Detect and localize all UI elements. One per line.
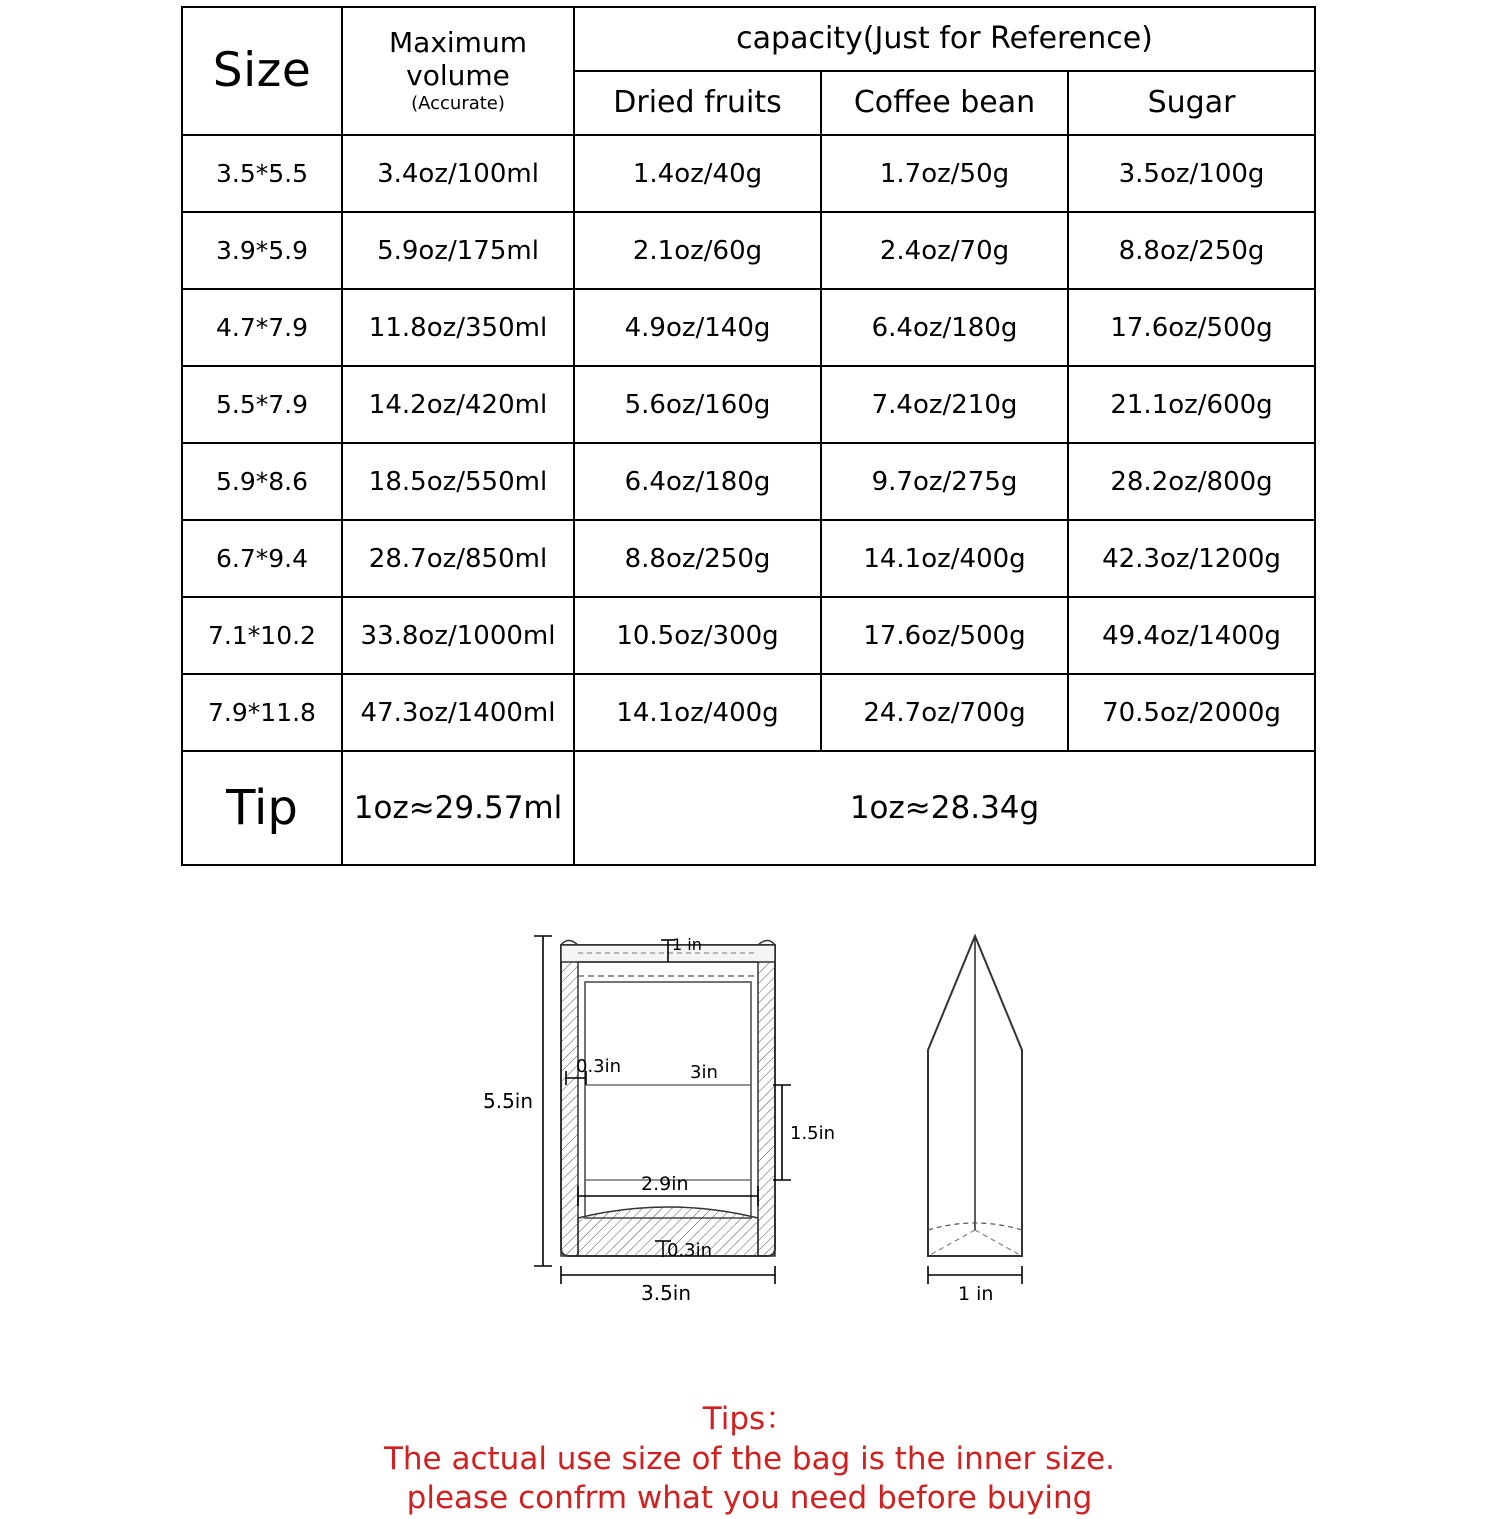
cell-size: 4.7*7.9: [182, 289, 342, 366]
cell-dried-fruits: 8.8oz/250g: [574, 520, 821, 597]
bag-dimension-diagrams: [0, 900, 1499, 1320]
cell-sugar: 42.3oz/1200g: [1068, 520, 1315, 597]
table-row: [182, 135, 1315, 212]
dim-label-left-height: 5.5in: [483, 1089, 534, 1113]
table-row: [182, 674, 1315, 751]
cell-sugar: 3.5oz/100g: [1068, 135, 1315, 212]
dim-label-bottom-gap: 0.3in: [667, 1240, 713, 1261]
table-row: [182, 366, 1315, 443]
cell-dried-fruits: 5.6oz/160g: [574, 366, 821, 443]
header-max-volume: [342, 7, 574, 135]
cell-size: 7.9*11.8: [182, 674, 342, 751]
header-max-volume-main: Maximum volume: [389, 26, 527, 93]
dim-label-total-width: 3.5in: [641, 1281, 692, 1305]
cell-sugar: 21.1oz/600g: [1068, 366, 1315, 443]
cell-size: 5.9*8.6: [182, 443, 342, 520]
tips-section: [0, 1400, 1499, 1519]
cell-coffee-bean: 17.6oz/500g: [821, 597, 1068, 674]
cell-volume: 5.9oz/175ml: [342, 212, 574, 289]
dim-label-side-bottom: 1 in: [958, 1283, 994, 1305]
tips-line-2: please confrm what you need before buying: [406, 1480, 1093, 1517]
size-capacity-table-container: [181, 6, 1314, 866]
header-capacity-group: capacity(Just for Reference): [574, 7, 1315, 71]
cell-volume: 28.7oz/850ml: [342, 520, 574, 597]
size-capacity-table: [181, 6, 1316, 866]
cell-size: 7.1*10.2: [182, 597, 342, 674]
tip-weight-note: 1oz≈28.34g: [574, 751, 1315, 865]
cell-dried-fruits: 2.1oz/60g: [574, 212, 821, 289]
cell-coffee-bean: 2.4oz/70g: [821, 212, 1068, 289]
dim-label-inner-width-bottom: 2.9in: [641, 1173, 689, 1195]
table-row: [182, 520, 1315, 597]
dim-bottom-gap: [655, 1240, 712, 1261]
dim-right-height: [773, 1085, 835, 1180]
dim-label-inner-width-top: 3in: [690, 1062, 718, 1083]
cell-volume: 3.4oz/100ml: [342, 135, 574, 212]
cell-size: 3.5*5.5: [182, 135, 342, 212]
header-dried-fruits: Dried fruits: [574, 71, 821, 135]
dim-label-inner-left: 0.3in: [576, 1056, 622, 1077]
front-view-diagram: [483, 935, 835, 1305]
cell-sugar: 8.8oz/250g: [1068, 212, 1315, 289]
dim-label-right-height: 1.5in: [790, 1123, 836, 1144]
tip-volume-note: 1oz≈29.57ml: [342, 751, 574, 865]
cell-coffee-bean: 6.4oz/180g: [821, 289, 1068, 366]
cell-sugar: 49.4oz/1400g: [1068, 597, 1315, 674]
cell-volume: 33.8oz/1000ml: [342, 597, 574, 674]
cell-coffee-bean: 7.4oz/210g: [821, 366, 1068, 443]
diagram-svg: [0, 900, 1499, 1320]
side-view-diagram: [928, 936, 1022, 1305]
cell-coffee-bean: 24.7oz/700g: [821, 674, 1068, 751]
cell-volume: 14.2oz/420ml: [342, 366, 574, 443]
dim-left-height: [483, 936, 552, 1266]
table-tip-row: [182, 751, 1315, 865]
cell-dried-fruits: 4.9oz/140g: [574, 289, 821, 366]
cell-sugar: 70.5oz/2000g: [1068, 674, 1315, 751]
table-row: [182, 289, 1315, 366]
tips-line-1: The actual use size of the bag is the inner size.: [383, 1440, 1116, 1477]
cell-dried-fruits: 14.1oz/400g: [574, 674, 821, 751]
dim-label-top: 1 in: [672, 935, 702, 954]
cell-sugar: 28.2oz/800g: [1068, 443, 1315, 520]
cell-coffee-bean: 14.1oz/400g: [821, 520, 1068, 597]
tip-label: Tip: [182, 751, 342, 865]
table-row: [182, 597, 1315, 674]
header-max-volume-sub: (Accurate): [411, 93, 505, 115]
cell-volume: 11.8oz/350ml: [342, 289, 574, 366]
table-row: [182, 212, 1315, 289]
cell-volume: 18.5oz/550ml: [342, 443, 574, 520]
header-coffee-bean: Coffee bean: [821, 71, 1068, 135]
dim-total-width: [561, 1266, 775, 1305]
cell-size: 3.9*5.9: [182, 212, 342, 289]
header-size: Size: [182, 7, 342, 135]
tips-heading: Tips：: [702, 1401, 797, 1437]
dim-side-bottom-width: [928, 1266, 1022, 1305]
cell-volume: 47.3oz/1400ml: [342, 674, 574, 751]
cell-coffee-bean: 1.7oz/50g: [821, 135, 1068, 212]
cell-dried-fruits: 1.4oz/40g: [574, 135, 821, 212]
cell-dried-fruits: 6.4oz/180g: [574, 443, 821, 520]
cell-size: 5.5*7.9: [182, 366, 342, 443]
table-row: [182, 443, 1315, 520]
header-sugar: Sugar: [1068, 71, 1315, 135]
table-header-row-1: [182, 7, 1315, 71]
cell-dried-fruits: 10.5oz/300g: [574, 597, 821, 674]
cell-size: 6.7*9.4: [182, 520, 342, 597]
cell-coffee-bean: 9.7oz/275g: [821, 443, 1068, 520]
cell-sugar: 17.6oz/500g: [1068, 289, 1315, 366]
